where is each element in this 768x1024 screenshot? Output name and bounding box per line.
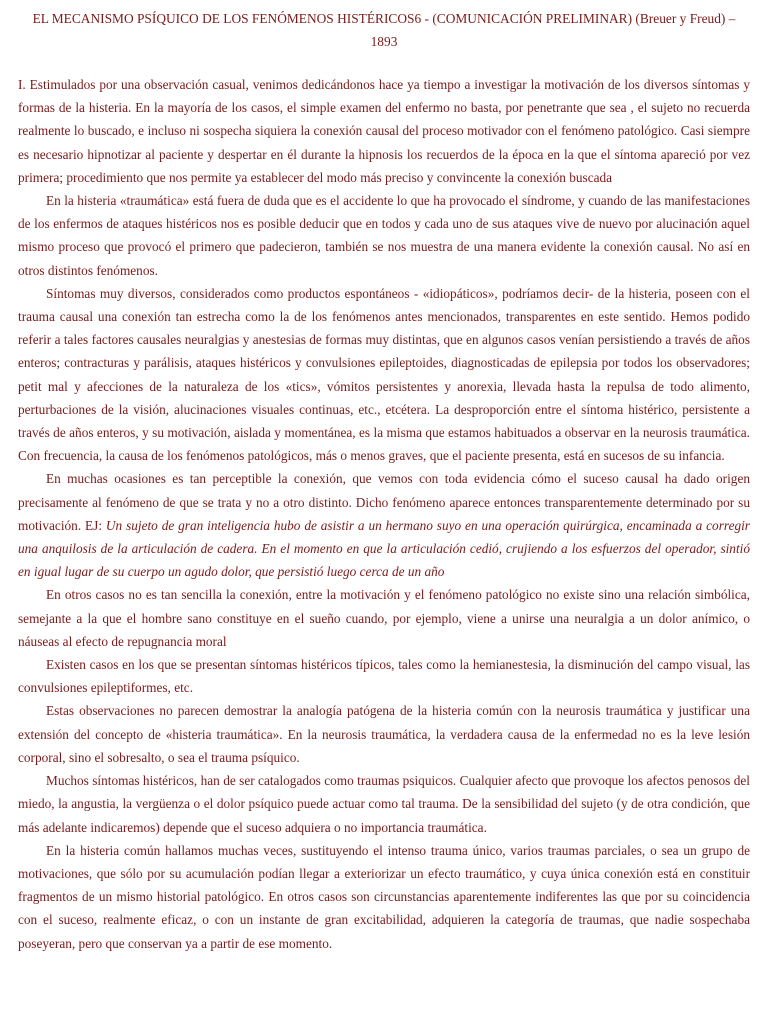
paragraph-6: Existen casos en los que se presentan síntomas histéricos típicos, tales como la hemianestesia, la disminución del campo visual, las convulsiones epileptiformes, etc.	[18, 657, 750, 696]
paragraph-4	[18, 467, 750, 583]
paragraph-8: Muchos síntomas histéricos, han de ser catalogados como traumas psiquicos. Cualquier afecto que provoque los afectos penosos del miedo, la angustia, la vergüenza o el dolor psíquico puede actuar como tal trauma. De la sensibilidad del sujeto (y de otra condición, que más adelante indicaremos) depende que el suceso adquiera o no importancia traumática.	[18, 773, 750, 835]
paragraph-4-example: Un sujeto de gran inteligencia hubo de asistir a un hermano suyo en una operación quirúrgica, encaminada a corregir una anquilosis de la articulación de cadera. En el momento en que la articulación cedió, crujiendo a los esfuerzos del operador, sintió en igual lugar de su cuerpo un agudo dolor, que persistió luego cerca de un año	[18, 517, 750, 580]
paragraph-9: En la histeria común hallamos muchas veces, sustituyendo el intenso trauma único, varios traumas parciales, o sea un grupo de motivaciones, que sólo por su acumulación podían llegar a exteriorizar un efecto traumático, y cuya única conexión está en constituir fragmentos de un mismo historial patológico. En otros casos son circunstancias aparentemente indiferentes las que por su coincidencia con el suceso, realmente eficaz, o con un instante de gran excitabilidad, adquieren la categoría de traumas, que nadie sospechaba poseyeran, pero que conservan ya a partir de ese momento.	[18, 842, 750, 951]
document-title: EL MECANISMO PSÍQUICO DE LOS FENÓMENOS HISTÉRICOS6 - (COMUNICACIÓN PRELIMINAR) (Breuer y Freud) – 1893	[32, 11, 736, 49]
paragraph-5: En otros casos no es tan sencilla la conexión, entre la motivación y el fenómeno patológico no existe sino una relación simbólica, semejante a la que el hombre sano constituye en el sueño cuando, por ejemplo, viene a unirse una neuralgia a un dolor anímico, o náuseas al efecto de repugnancia moral	[18, 587, 750, 649]
document-page	[18, 8, 750, 955]
paragraph-7: Estas observaciones no parecen demostrar la analogía patógena de la histeria común con la neurosis traumática y justificar una extensión del concepto de «histeria traumática». En la neurosis traumática, la verdadera causa de la enfermedad no es la leve lesión corporal, sino el sobresalto, o sea el trauma psíquico.	[18, 703, 750, 765]
paragraph-3: Síntomas muy diversos, considerados como productos espontáneos - «idiopáticos», podríamos decir- de la histeria, poseen con el trauma causal una conexión tan estrecha como la de los fenómenos antes mencionados, transparentes en este sentido. Hemos podido referir a tales factores causales neuralgias y anestesias de formas muy distintas, que en algunos casos venían persistiendo a través de años enteros; contracturas y parálisis, ataques histéricos y convulsiones epileptoides, diagnosticadas de epilepsia por todos los observadores; petit mal y afecciones de la naturaleza de los «tics», vómitos persistentes y anorexia, llevada hasta la repulsa de todo alimento, perturbaciones de la visión, alucinaciones visuales continuas, etc., etcétera. La desproporción entre el síntoma histérico, persistente a través de años enteros, y su motivación, aislada y momentánea, es la misma que estamos habituados a observar en la neurosis traumática. Con frecuencia, la causa de los fenómenos patológicos, más o menos graves, que el paciente presenta, está en sucesos de su infancia.	[18, 285, 750, 464]
paragraph-2: En la histeria «traumática» está fuera de duda que es el accidente lo que ha provocado el síndrome, y cuando de las manifestaciones de los enfermos de ataques histéricos nos es posible deducir que en todos y cada uno de sus ataques vive de nuevo por alucinación aquel mismo proceso que provocó el primero que padecieron, también se nos muestra de una manera evidente la conexión causal. No así en otros distintos fenómenos.	[18, 193, 750, 278]
paragraph-1: I. Estimulados por una observación casual, venimos dedicándonos hace ya tiempo a investigar la motivación de los diversos síntomas y formas de la histeria. En la mayoría de los casos, el simple examen del enfermo no basta, por penetrante que sea , el sujeto no recuerda realmente lo buscado, e incluso ni sospecha siquiera la conexión causal del proceso motivador con el fenómeno patológico. Casi siempre es necesario hipnotizar al paciente y despertar en él durante la hipnosis los recuerdos de la época en la que el síntoma apareció por vez primera; procedimiento que nos permite ya establecer del modo más preciso y convincente la conexión buscada	[18, 77, 750, 185]
paragraph-4-text: En muchas ocasiones es tan perceptible la conexión, que vemos con toda evidencia cómo el suceso causal ha dado origen precisamente al fenómeno de que se trata y no a otro distinto. Dicho fenómeno aparece entonces transparentemente determinado por su motivación. EJ:	[18, 471, 750, 533]
